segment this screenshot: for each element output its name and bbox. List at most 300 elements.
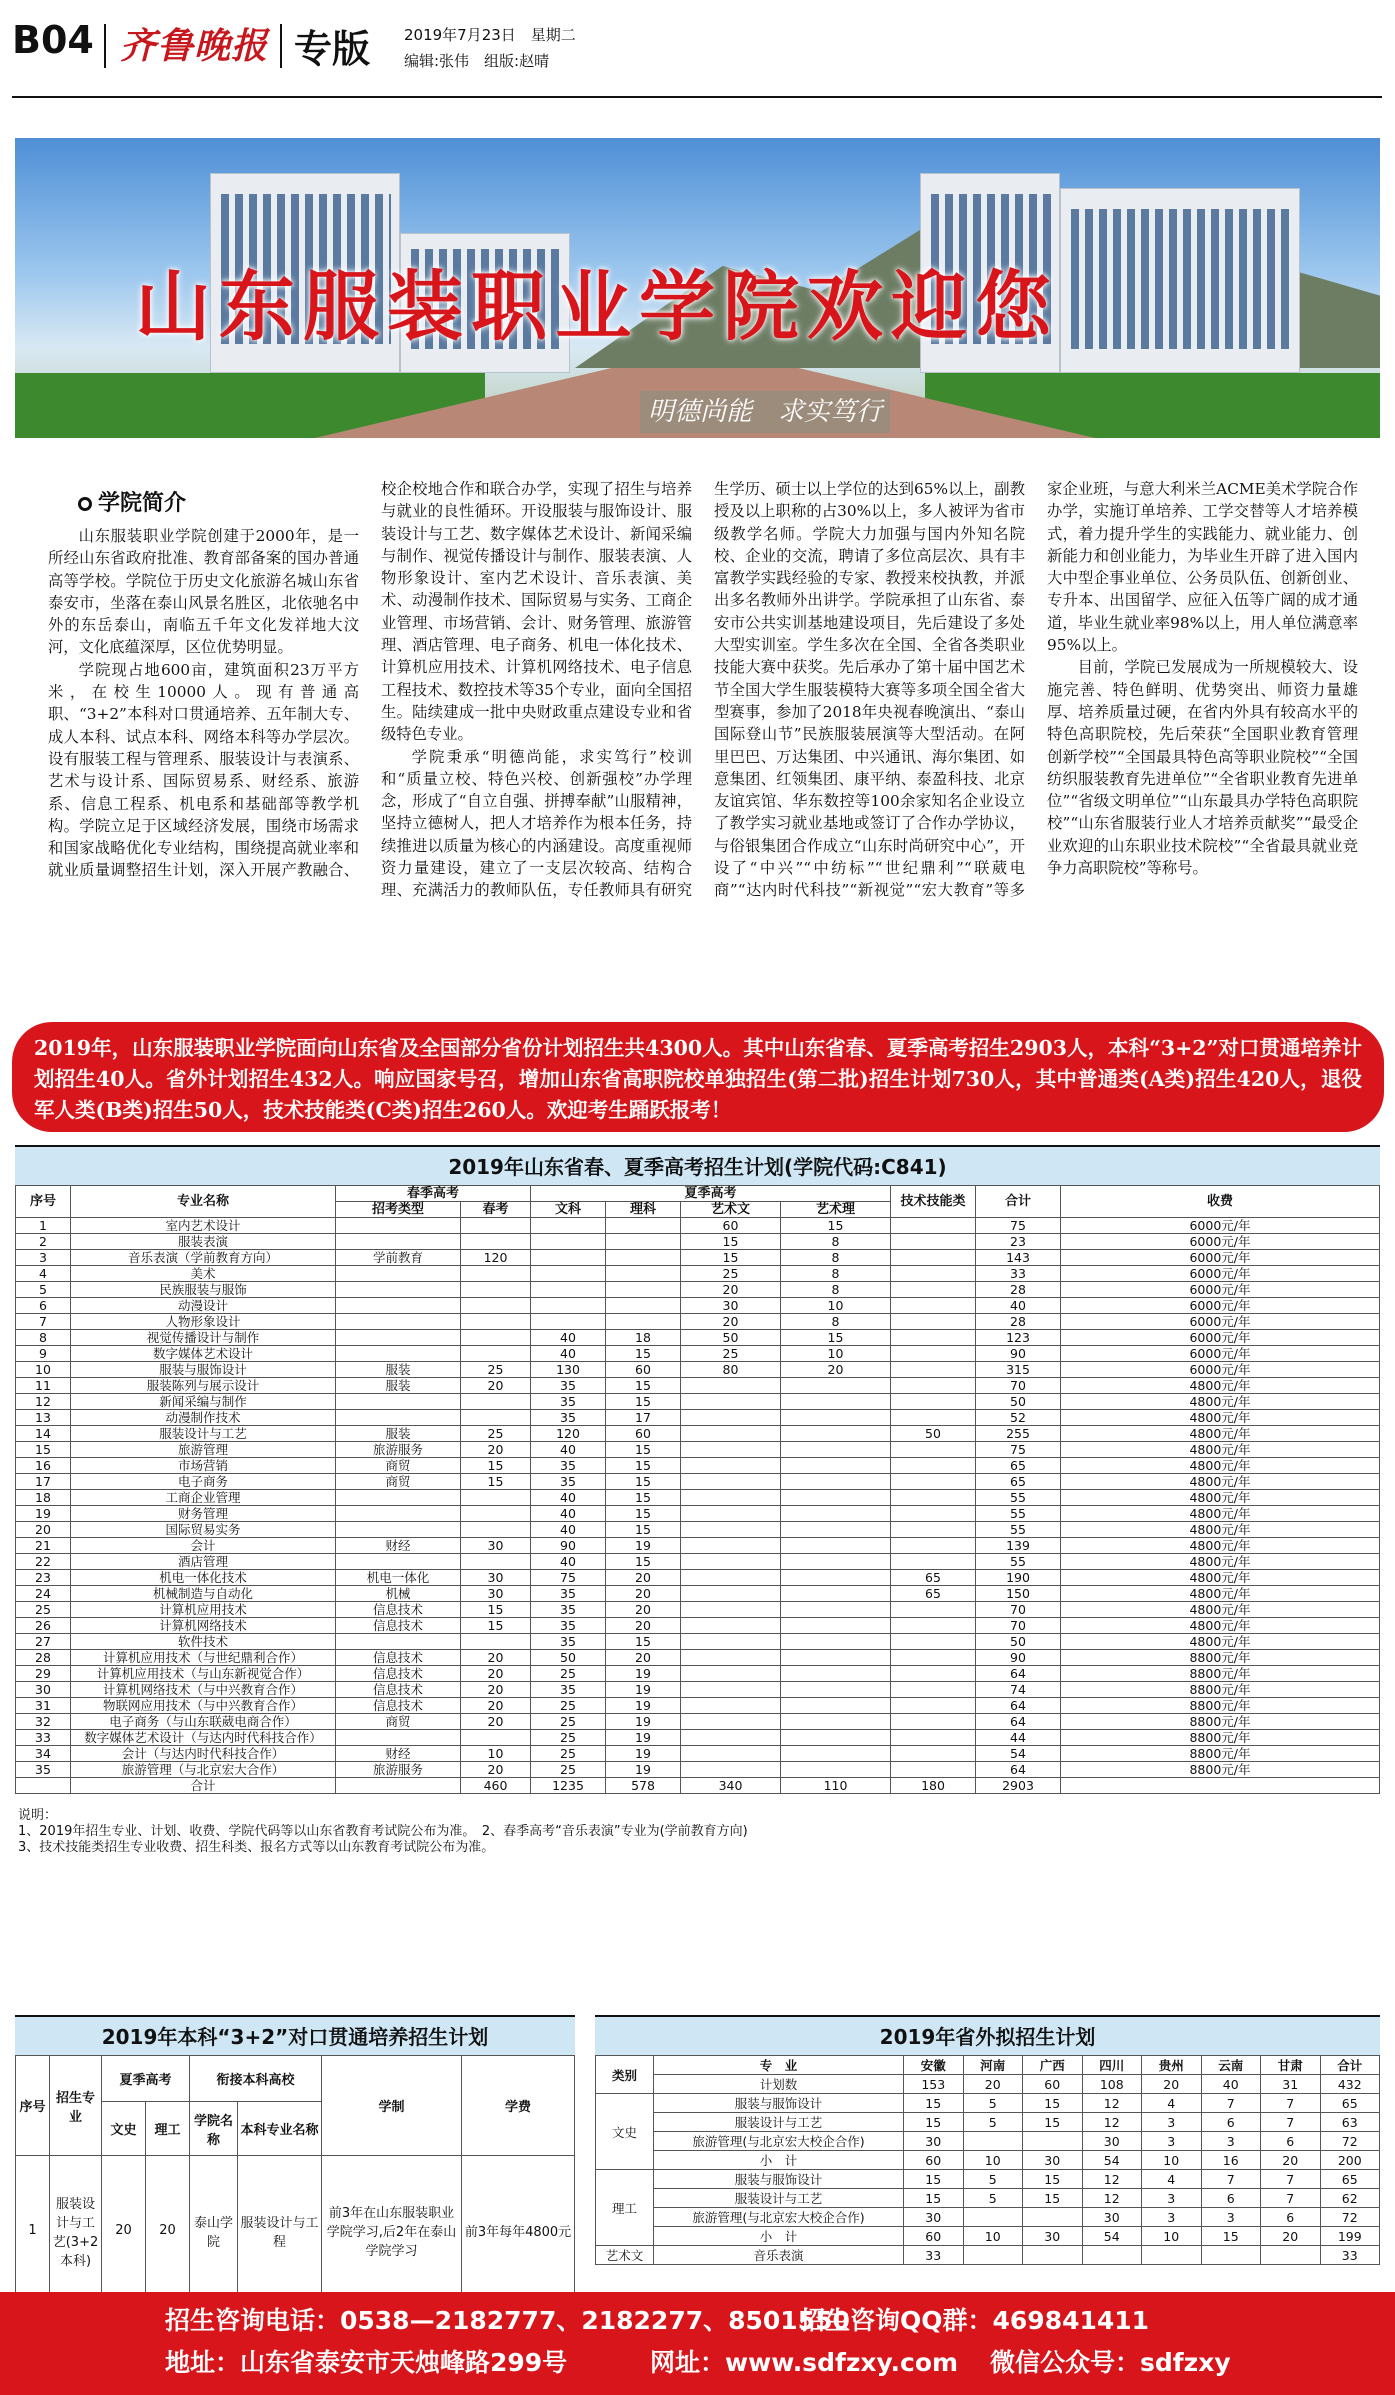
- cell: [681, 1458, 781, 1474]
- cell: 6: [1201, 2189, 1261, 2208]
- cell: [891, 1554, 976, 1570]
- cell: [461, 1346, 531, 1362]
- cell: 19: [606, 1682, 681, 1698]
- cell: 20: [606, 1570, 681, 1586]
- cell: 315: [976, 1362, 1061, 1378]
- cell: [461, 1730, 531, 1746]
- cell: 酒店管理: [71, 1554, 336, 1570]
- footer-row: [0, 2346, 1395, 2380]
- cell: 72: [1320, 2208, 1380, 2227]
- cell: 15: [781, 1330, 891, 1346]
- hero-photo: [15, 138, 1380, 438]
- cell: 110: [781, 1778, 891, 1794]
- total-row: [16, 1778, 1380, 1794]
- website[interactable]: 网址：www.sdfzxy.com: [650, 2348, 959, 2377]
- cell: 16: [1201, 2151, 1261, 2170]
- cell: 15: [904, 2170, 964, 2189]
- table-row: [16, 1410, 1380, 1426]
- cell: 123: [976, 1330, 1061, 1346]
- cell: 23: [16, 1570, 71, 1586]
- col-header: 招考类型: [336, 1202, 461, 1218]
- cell: 75: [531, 1570, 606, 1586]
- cell: 50: [891, 1426, 976, 1442]
- admission-phone: 招生咨询电话：0538—2182777、2182277、8501550: [165, 2306, 850, 2335]
- cell: 25: [681, 1266, 781, 1282]
- cell: 旅游管理(与北京宏大校企合作): [654, 2132, 904, 2151]
- table-row: [16, 1282, 1380, 1298]
- cell: [336, 1282, 461, 1298]
- table-row: [16, 1506, 1380, 1522]
- enrollment-banner: 2019年，山东服装职业学院面向山东省及全国部分省份计划招生共4300人。其中山东省春、夏季高考招生2903人，本科“3+2”对口贯通培养计划招生40人。省外计划招生432人。响应国家号召，增加山东省高职院校单独招生(第二批)招生计划730人，其中普通类(A类)招生420人，退役军人类(B类)招生50人，技术技能类(C类)招生260人。欢迎考生踊跃报考！: [12, 1022, 1384, 1132]
- table-row: [596, 2208, 1380, 2227]
- cell: 64: [976, 1698, 1061, 1714]
- cell: [531, 1266, 606, 1282]
- cell: [336, 1778, 461, 1794]
- cell: [891, 1522, 976, 1538]
- cell: 10: [963, 2227, 1023, 2246]
- cell: 30: [461, 1570, 531, 1586]
- cell: [681, 1410, 781, 1426]
- cell: [891, 1650, 976, 1666]
- cell: 4800元/年: [1061, 1554, 1380, 1570]
- circle-bullet-icon: [78, 497, 92, 511]
- cell: 信息技术: [336, 1682, 461, 1698]
- cell: [1023, 2208, 1083, 2227]
- cell: 25: [531, 1714, 606, 1730]
- cell: 10: [16, 1362, 71, 1378]
- cell: 4: [16, 1266, 71, 1282]
- cell: [781, 1730, 891, 1746]
- cell: 25: [681, 1346, 781, 1362]
- cell: [681, 1714, 781, 1730]
- cell: 50: [976, 1634, 1061, 1650]
- table-row: [16, 1666, 1380, 1682]
- cell: [336, 1410, 461, 1426]
- cell: 工商企业管理: [71, 1490, 336, 1506]
- window-grid: [1071, 209, 1291, 349]
- cell: 19: [606, 1666, 681, 1682]
- table-row: [16, 1234, 1380, 1250]
- cell: [891, 1410, 976, 1426]
- cell: 25: [531, 1746, 606, 1762]
- cell: 信息技术: [336, 1602, 461, 1618]
- cell: 40: [531, 1346, 606, 1362]
- cell: [336, 1730, 461, 1746]
- table-row: [16, 1538, 1380, 1554]
- cell: 20: [1261, 2227, 1321, 2246]
- cell: [891, 1746, 976, 1762]
- college-introduction: [48, 478, 1358, 1018]
- cell: [891, 1538, 976, 1554]
- cell: 机械制造与自动化: [71, 1586, 336, 1602]
- col-header: 专 业: [654, 2056, 904, 2075]
- cell: 7: [1201, 2170, 1261, 2189]
- intro-paragraph: 学院现占地600亩，建筑面积23万平方米，在校生10000人。现有普通高职、“3+2”本科对口贯通培养、五年制大专、成人本科、试点本科、网络本科等办学层次。设有服装工程与管理系、服装设计与表演系、艺术与设计系、国际贸易系、财经系、旅游系、信息工程系、机电系和基础部等教学机构。学院立足于区域经济发展，围绕市场需求和国家战略优化专业结构，围绕提高就业率和就业质量调整招生计划，深入开展产教融合、校企校地合作和联合办学，实现了招生与培养与就业的良性循环。开设服装与服饰设计、服装设计与工艺、数字媒体艺术设计、新闻采编与制作、视觉传播设计与制作、服装表演、人物形象设计、室内艺术设计、音乐表演、美术、动漫制作技术、国际贸易与实务、工商企业管理、市场营销、会计、财务管理、旅游管理、酒店管理、电子商务、机电一体化技术、计算机应用技术、计算机网络技术、电子信息工程技术、数控技术等35个专业，面向全国招生。陆续建成一批中央财政重点建设专业和省级特色专业。: [48, 480, 692, 880]
- cell: 3: [1142, 2208, 1202, 2227]
- table-row: [16, 1330, 1380, 1346]
- table-row: [16, 1634, 1380, 1650]
- cell: [891, 1714, 976, 1730]
- cell: 15: [606, 1346, 681, 1362]
- cell: 服装与服饰设计: [654, 2094, 904, 2113]
- cell: 20: [461, 1650, 531, 1666]
- cell: 64: [976, 1762, 1061, 1778]
- cell: [16, 1778, 71, 1794]
- cell: [891, 1458, 976, 1474]
- cell: 音乐表演: [654, 2246, 904, 2265]
- cell: [531, 1250, 606, 1266]
- cell: 4800元/年: [1061, 1394, 1380, 1410]
- cell: 13: [16, 1410, 71, 1426]
- cell: 音乐表演（学前教育方向）: [71, 1250, 336, 1266]
- cell: 15: [904, 2113, 964, 2132]
- col-header: 衔接本科高校: [190, 2056, 322, 2102]
- category-cell: 艺术文: [596, 2246, 654, 2265]
- cell: 市场营销: [71, 1458, 336, 1474]
- cell: 8: [781, 1266, 891, 1282]
- cell: 40: [531, 1442, 606, 1458]
- cell: 15: [1201, 2227, 1261, 2246]
- table-row: [16, 1442, 1380, 1458]
- cell: 40: [531, 1554, 606, 1570]
- cell: [681, 1650, 781, 1666]
- note-line: 1、2019年招生专业、计划、收费、学院代码等以山东省教育考试院公布为准。 2、春季高考“音乐表演”专业为(学前教育方向): [18, 1824, 748, 1839]
- cell: 民族服装与服饰: [71, 1282, 336, 1298]
- cell: 20: [461, 1682, 531, 1698]
- cell: [606, 1282, 681, 1298]
- cell: 服装: [336, 1362, 461, 1378]
- cell: [606, 1314, 681, 1330]
- table-row: [16, 1490, 1380, 1506]
- table-row: [596, 2246, 1380, 2265]
- cell: 15: [904, 2094, 964, 2113]
- cell: 机电一体化: [336, 1570, 461, 1586]
- cell: 计算机应用技术（与山东新视觉合作）: [71, 1666, 336, 1682]
- cell: 20: [461, 1442, 531, 1458]
- cell: 动漫制作技术: [71, 1410, 336, 1426]
- cell: 财经: [336, 1538, 461, 1554]
- cell: [336, 1490, 461, 1506]
- col-header: 本科专业名称: [238, 2102, 322, 2156]
- cell: 6: [1261, 2132, 1321, 2151]
- cell: [606, 1234, 681, 1250]
- cell: 6000元/年: [1061, 1250, 1380, 1266]
- cell: 25: [461, 1362, 531, 1378]
- cell: 55: [976, 1522, 1061, 1538]
- cell: 28: [16, 1650, 71, 1666]
- cell: [336, 1634, 461, 1650]
- cell: 8800元/年: [1061, 1714, 1380, 1730]
- cell: 35: [531, 1474, 606, 1490]
- cell: 25: [16, 1602, 71, 1618]
- cell: 22: [16, 1554, 71, 1570]
- col-header: 河南: [963, 2056, 1023, 2075]
- cell: 63: [1320, 2113, 1380, 2132]
- table-row: [16, 1762, 1380, 1778]
- table-row: [16, 1362, 1380, 1378]
- cell: 1: [16, 1218, 71, 1234]
- cell: 150: [976, 1586, 1061, 1602]
- cell: 20: [1261, 2151, 1321, 2170]
- cell: 20: [781, 1362, 891, 1378]
- cell: 35: [531, 1394, 606, 1410]
- cell: 9: [16, 1346, 71, 1362]
- cell: [1082, 2246, 1142, 2265]
- cell: 19: [606, 1698, 681, 1714]
- cell: 29: [16, 1666, 71, 1682]
- cell: 15: [1023, 2094, 1083, 2113]
- cell: 432: [1320, 2075, 1380, 2094]
- cell: 30: [1082, 2208, 1142, 2227]
- table-row: [16, 1618, 1380, 1634]
- cell: [681, 1602, 781, 1618]
- cell: 会计（与达内时代科技合作）: [71, 1746, 336, 1762]
- cell: [891, 1234, 976, 1250]
- cell: 旅游管理（与北京宏大合作）: [71, 1762, 336, 1778]
- cell: 120: [531, 1426, 606, 1442]
- cell: [781, 1410, 891, 1426]
- cell: 60: [606, 1426, 681, 1442]
- cell: 20: [606, 1602, 681, 1618]
- cell: 4800元/年: [1061, 1538, 1380, 1554]
- cell: [461, 1330, 531, 1346]
- cell: 19: [606, 1714, 681, 1730]
- cell: [461, 1394, 531, 1410]
- cell: 10: [781, 1346, 891, 1362]
- col-header: 类别: [596, 2056, 654, 2094]
- cell: 服装设计与工程: [238, 2156, 322, 2306]
- cell: 8: [781, 1282, 891, 1298]
- cell: [1142, 2246, 1202, 2265]
- cell: 25: [531, 1762, 606, 1778]
- cell: [891, 1218, 976, 1234]
- cell: [531, 1298, 606, 1314]
- cell: 7: [1261, 2189, 1321, 2208]
- cell: 34: [16, 1746, 71, 1762]
- table-row: [16, 1314, 1380, 1330]
- cell: 143: [976, 1250, 1061, 1266]
- cell: 3: [1201, 2132, 1261, 2151]
- cell: [891, 1282, 976, 1298]
- cell: 20: [1142, 2075, 1202, 2094]
- cell: 机械: [336, 1586, 461, 1602]
- editor-credits: 编辑:张伟 组版:赵晴: [404, 52, 550, 70]
- cell: 30: [1023, 2227, 1083, 2246]
- cell: 1235: [531, 1778, 606, 1794]
- table-row: [16, 1682, 1380, 1698]
- col-header: 甘肃: [1261, 2056, 1321, 2075]
- out-of-province-table: [595, 2055, 1380, 2265]
- cell: [461, 1234, 531, 1250]
- cell: 旅游管理: [71, 1442, 336, 1458]
- cell: 15: [606, 1394, 681, 1410]
- cell: 20: [16, 1522, 71, 1538]
- divider: [280, 24, 282, 68]
- cell: 8800元/年: [1061, 1650, 1380, 1666]
- cell: [336, 1506, 461, 1522]
- cell: 70: [976, 1378, 1061, 1394]
- cell: 新闻采编与制作: [71, 1394, 336, 1410]
- cell: [531, 1314, 606, 1330]
- cell: 90: [531, 1538, 606, 1554]
- cell: 6000元/年: [1061, 1234, 1380, 1250]
- cell: 信息技术: [336, 1666, 461, 1682]
- table-row: [16, 1698, 1380, 1714]
- cell: 4800元/年: [1061, 1506, 1380, 1522]
- cell: 20: [146, 2156, 190, 2306]
- table-row: [16, 1746, 1380, 1762]
- cell: 20: [461, 1762, 531, 1778]
- cell: [461, 1490, 531, 1506]
- cell: 19: [606, 1746, 681, 1762]
- cell: 20: [606, 1650, 681, 1666]
- cell: 32: [16, 1714, 71, 1730]
- cell: 4800元/年: [1061, 1618, 1380, 1634]
- cell: 33: [1320, 2246, 1380, 2265]
- cell: 20: [681, 1282, 781, 1298]
- cell: 服装与服饰设计: [654, 2170, 904, 2189]
- cell: [531, 1218, 606, 1234]
- table-row: [16, 1298, 1380, 1314]
- cell: 108: [1082, 2075, 1142, 2094]
- cell: 80: [681, 1362, 781, 1378]
- cell: 60: [681, 1218, 781, 1234]
- cell: 90: [976, 1346, 1061, 1362]
- cell: 3: [1142, 2113, 1202, 2132]
- undergrad-plan-table: [15, 2055, 575, 2306]
- cell: 199: [1320, 2227, 1380, 2246]
- cell: 2: [16, 1234, 71, 1250]
- cell: 28: [976, 1282, 1061, 1298]
- undergrad-plan-section: [15, 2015, 575, 2306]
- cell: 20: [681, 1314, 781, 1330]
- cell: 前3年每年4800元: [462, 2156, 575, 2306]
- cell: [606, 1298, 681, 1314]
- cell: [461, 1298, 531, 1314]
- cell: [336, 1394, 461, 1410]
- table-row: [16, 1730, 1380, 1746]
- table-row: [16, 1474, 1380, 1490]
- cell: 8: [781, 1250, 891, 1266]
- cell: 4800元/年: [1061, 1490, 1380, 1506]
- cell: 30: [461, 1586, 531, 1602]
- cell: 4: [1142, 2094, 1202, 2113]
- cell: 7: [1201, 2094, 1261, 2113]
- cell: 服装设计与工艺: [654, 2113, 904, 2132]
- cell: 30: [1023, 2151, 1083, 2170]
- cell: 25: [461, 1426, 531, 1442]
- cell: 55: [976, 1506, 1061, 1522]
- cell: 财务管理: [71, 1506, 336, 1522]
- cell: 商贸: [336, 1714, 461, 1730]
- cell: 12: [1082, 2113, 1142, 2132]
- cell: [781, 1714, 891, 1730]
- col-header: 序号: [16, 2056, 50, 2156]
- cell: 2903: [976, 1778, 1061, 1794]
- cell: 30: [16, 1682, 71, 1698]
- cell: 64: [976, 1666, 1061, 1682]
- cell: [461, 1410, 531, 1426]
- cell: 6000元/年: [1061, 1298, 1380, 1314]
- cell: 5: [963, 2189, 1023, 2208]
- table-title: 2019年山东省春、夏季高考招生计划(学院代码:C841): [15, 1145, 1380, 1185]
- cell: 旅游服务: [336, 1762, 461, 1778]
- cell: 4800元/年: [1061, 1458, 1380, 1474]
- cell: 30: [1082, 2132, 1142, 2151]
- cell: 15: [606, 1522, 681, 1538]
- cell: [461, 1282, 531, 1298]
- table-row: [596, 2132, 1380, 2151]
- cell: [461, 1266, 531, 1282]
- category-cell: 理工: [596, 2170, 654, 2246]
- cell: 50: [976, 1394, 1061, 1410]
- cell: [681, 1506, 781, 1522]
- cell: [963, 2246, 1023, 2265]
- col-header: 夏季高考: [102, 2056, 190, 2102]
- cell: [891, 1250, 976, 1266]
- cell: 40: [1201, 2075, 1261, 2094]
- page-header: [12, 10, 1382, 82]
- cell: [681, 1682, 781, 1698]
- cell: 4800元/年: [1061, 1474, 1380, 1490]
- cell: 20: [606, 1586, 681, 1602]
- cell: 25: [531, 1730, 606, 1746]
- cell: 60: [904, 2227, 964, 2246]
- cell: 30: [461, 1538, 531, 1554]
- cell: 6000元/年: [1061, 1266, 1380, 1282]
- cell: 6: [16, 1298, 71, 1314]
- table-row: [596, 2151, 1380, 2170]
- cell: [336, 1330, 461, 1346]
- cell: 54: [1082, 2227, 1142, 2246]
- cell: 50: [681, 1330, 781, 1346]
- cell: 70: [976, 1618, 1061, 1634]
- cell: [891, 1730, 976, 1746]
- col-header: 安徽: [904, 2056, 964, 2075]
- cell: 6000元/年: [1061, 1346, 1380, 1362]
- cell: 会计: [71, 1538, 336, 1554]
- cell: 20: [963, 2075, 1023, 2094]
- col-header: 技术技能类: [891, 1186, 976, 1218]
- cell: [781, 1394, 891, 1410]
- cell: [781, 1506, 891, 1522]
- cell: 信息技术: [336, 1650, 461, 1666]
- table-row: [16, 1394, 1380, 1410]
- cell: 120: [461, 1250, 531, 1266]
- table-row: [596, 2113, 1380, 2132]
- cell: [781, 1426, 891, 1442]
- table-row: [16, 1570, 1380, 1586]
- cell: 19: [16, 1506, 71, 1522]
- cell: 8800元/年: [1061, 1762, 1380, 1778]
- cell: 国际贸易实务: [71, 1522, 336, 1538]
- cell: 18: [606, 1330, 681, 1346]
- cell: 4800元/年: [1061, 1602, 1380, 1618]
- cell: 7: [16, 1314, 71, 1330]
- cell: 20: [461, 1698, 531, 1714]
- cell: 25: [531, 1698, 606, 1714]
- cell: [781, 1474, 891, 1490]
- cell: 578: [606, 1778, 681, 1794]
- cell: [681, 1570, 781, 1586]
- cell: 10: [1142, 2227, 1202, 2246]
- cell: 35: [531, 1410, 606, 1426]
- section-name: 专版: [294, 27, 371, 71]
- cell: 小 计: [654, 2151, 904, 2170]
- cell: [781, 1554, 891, 1570]
- cell: 15: [1023, 2170, 1083, 2189]
- intro-heading: 学院简介: [78, 486, 359, 517]
